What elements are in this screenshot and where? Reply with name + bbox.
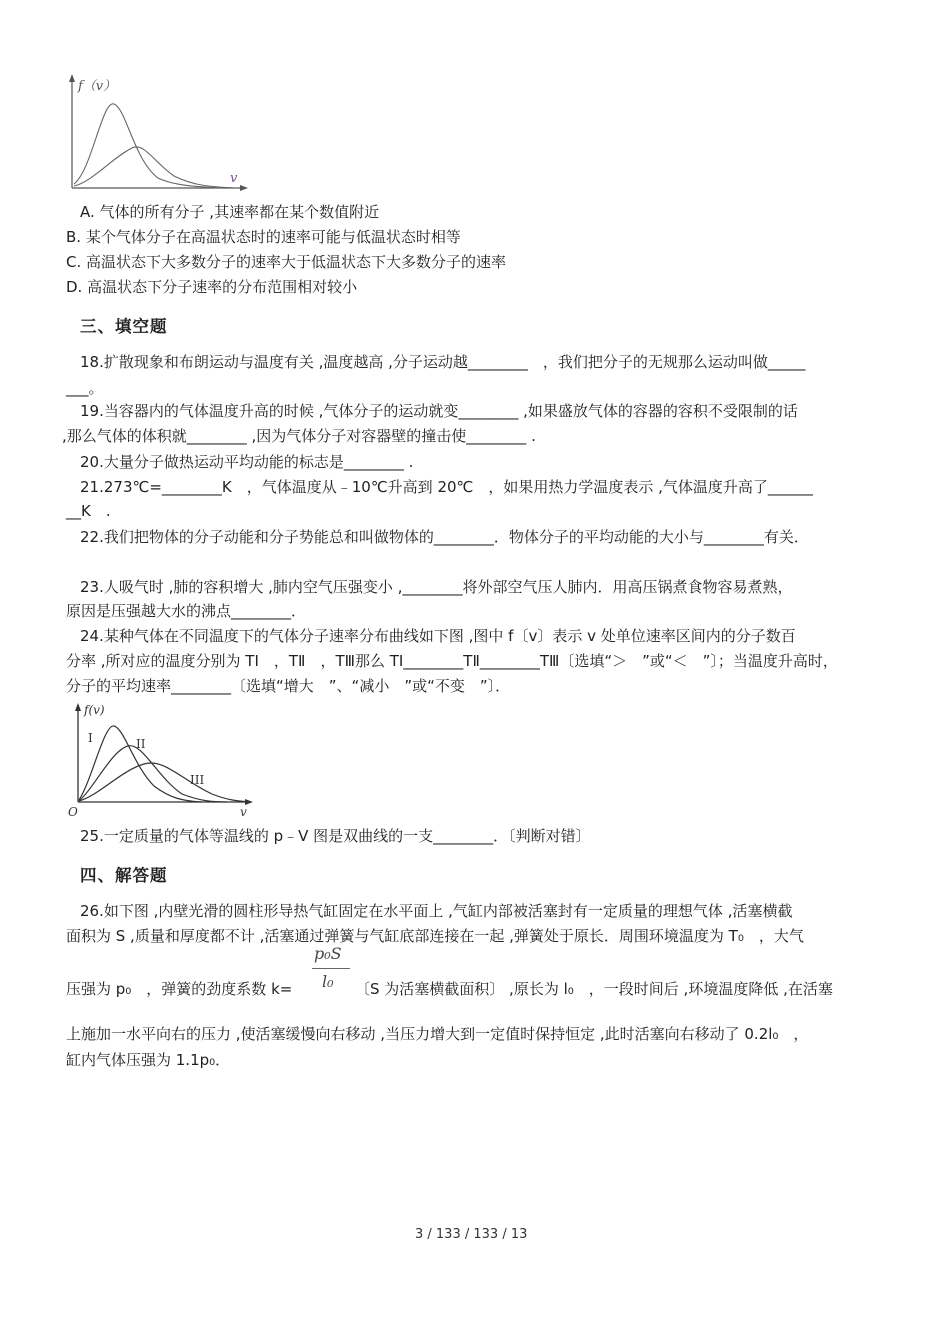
curve-II-label: II bbox=[136, 737, 146, 751]
question-26-line-1: 26.如下图 ,内壁光滑的圆柱形导热气缸固定在水平面上 ,气缸内部被活塞封有一定质量的理想气体 ,活塞横截 bbox=[80, 902, 793, 920]
curve-II bbox=[79, 746, 227, 802]
option-a: A. 气体的所有分子 ,其速率都在某个数值附近 bbox=[80, 203, 380, 221]
fig1-ylabel: f（v） bbox=[78, 79, 117, 94]
fig2-ylabel: f(v) bbox=[84, 703, 105, 717]
page-footer: 3 / 133 / 133 / 13 bbox=[415, 1227, 528, 1242]
fig2-xlabel: v bbox=[240, 805, 247, 819]
curve-low-temp bbox=[74, 104, 222, 188]
question-25: 25.一定质量的气体等温线的 p﹣V 图是双曲线的一支________．〔判断对错〕 bbox=[80, 827, 591, 845]
question-24-line-1: 24.某种气体在不同温度下的气体分子速率分布曲线如下图 ,图中 f〔v〕表示 v 处单位速率区间内的分子数百 bbox=[80, 627, 796, 645]
question-24-line-3: 分子的平均速率________〔选填“增大 ”、“减小 ”或“不变 ”〕． bbox=[66, 677, 511, 695]
question-19-line-1: 19.当容器内的气体温度升高的时候 ,气体分子的运动就变________ ,如果盛放气体的容器的容积不受限制的话 bbox=[80, 402, 798, 420]
x-axis-arrow bbox=[240, 185, 248, 191]
question-20: 20.大量分子做热运动平均动能的标志是________ . bbox=[80, 453, 414, 471]
question-21-line-1: 21.273℃=________K ，气体温度从﹣10℃升高到 20℃ ，如果用热力学温度表示 ,气体温度升高了______ bbox=[80, 478, 813, 496]
section-heading-answer: 四、解答题 bbox=[80, 866, 168, 885]
fig2-origin: O bbox=[68, 805, 78, 819]
question-23-line-2: 原因是压强越大水的沸点________． bbox=[66, 602, 307, 620]
option-b: B. 某个气体分子在高温状态时的速率可能与低温状态时相等 bbox=[66, 228, 461, 246]
question-21-line-2: __K . bbox=[66, 502, 111, 520]
fraction-numerator: p₀S bbox=[314, 944, 342, 963]
question-26-line-3a: 压强为 p₀ ，弹簧的劲度系数 k= bbox=[66, 980, 293, 998]
question-24-line-2: 分率 ,所对应的温度分别为 TⅠ ，TⅡ ，TⅢ那么 TⅠ________TⅡ________TⅢ〔选填“＞ ”或“＜ ”〕；当温度升高时， bbox=[66, 652, 838, 670]
curve-high-temp bbox=[74, 147, 237, 188]
question-19-line-2: ,那么气体的体积就________ ,因为气体分子对容器壁的撞击使________ . bbox=[62, 427, 536, 445]
question-26-line-4: 上施加一水平向右的压力 ,使活塞缓慢向右移动 ,当压力增大到一定值时保持恒定 ,此时活塞向右移动了 0.2l₀ ， bbox=[66, 1025, 809, 1043]
question-23-line-1: 23.人吸气时 ,肺的容积增大 ,肺内空气压强变小 ,________将外部空气压人肺内．用高压锅煮食物容易煮熟， bbox=[80, 578, 793, 596]
speed-distribution-figure-2 bbox=[62, 700, 262, 822]
speed-distribution-figure-1 bbox=[62, 70, 252, 192]
option-d: D. 高温状态下分子速率的分布范围相对较小 bbox=[66, 278, 358, 296]
fig1-xlabel: v bbox=[230, 171, 238, 186]
y-axis-arrow bbox=[75, 703, 81, 711]
question-18-line-2: ___。 bbox=[66, 379, 104, 397]
option-c: C. 高温状态下大多数分子的速率大于低温状态下大多数分子的速率 bbox=[66, 253, 507, 271]
fraction-denominator: l₀ bbox=[322, 972, 334, 991]
y-axis-arrow bbox=[69, 74, 75, 82]
curve-I-label: I bbox=[88, 731, 93, 745]
question-22: 22.我们把物体的分子动能和分子势能总和叫做物体的________．物体分子的平均动能的大小与________有关． bbox=[80, 528, 809, 546]
question-26-line-5: 缸内气体压强为 1.1p₀． bbox=[66, 1051, 231, 1069]
curve-III-label: III bbox=[190, 773, 205, 787]
fraction-bar bbox=[312, 968, 350, 969]
question-26-line-2: 面积为 S ,质量和厚度都不计 ,活塞通过弹簧与气缸底部连接在一起 ,弹簧处于原长．周围环境温度为 T₀ ，大气 bbox=[66, 927, 804, 945]
question-18-line-1: 18.扩散现象和布朗运动与温度有关 ,温度越高 ,分子运动越________ ，我们把分子的无规那么运动叫做_____ bbox=[80, 353, 806, 371]
question-26-line-3b: 〔S 为活塞横截面积〕 ,原长为 l₀ ，一段时间后 ,环境温度降低 ,在活塞 bbox=[355, 980, 833, 998]
spring-constant-fraction bbox=[312, 944, 352, 998]
section-heading-fill-blank: 三、填空题 bbox=[80, 317, 168, 336]
